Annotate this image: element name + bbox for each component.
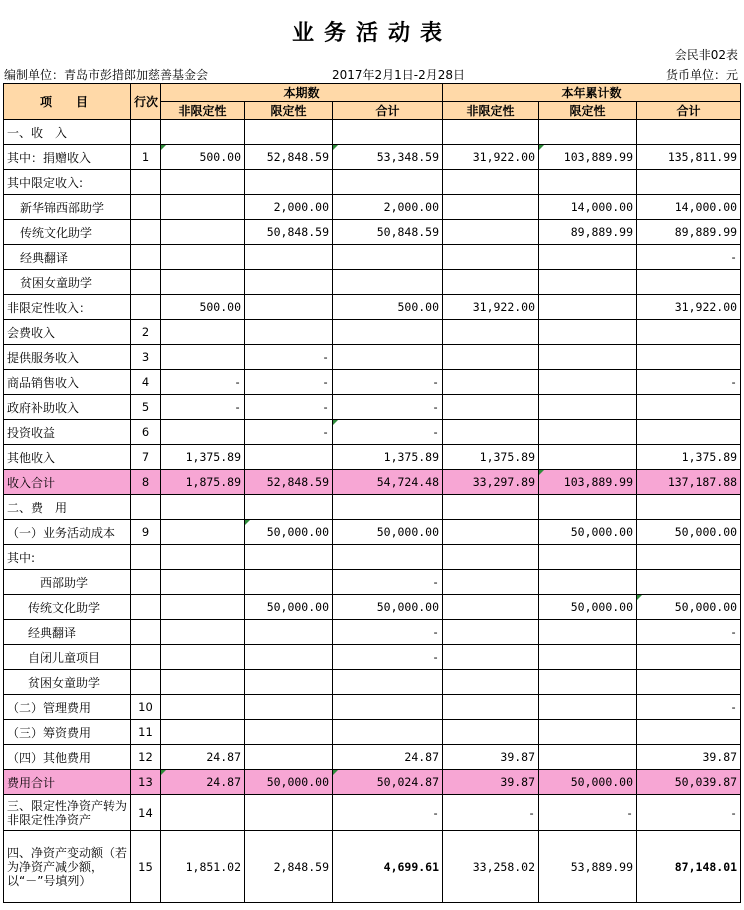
amount-cell: 39.87	[443, 745, 539, 770]
amount-cell	[443, 395, 539, 420]
row-label: 其中限定收入:	[4, 170, 131, 195]
amount-cell: 1,375.89	[637, 445, 741, 470]
amount-cell	[333, 120, 443, 145]
amount-cell	[443, 245, 539, 270]
amount-cell: -	[333, 420, 443, 445]
row-line-number: 2	[131, 320, 161, 345]
amount-cell: -	[161, 395, 245, 420]
amount-cell: 103,889.99	[539, 470, 637, 495]
amount-cell	[539, 695, 637, 720]
amount-cell: 135,811.99	[637, 145, 741, 170]
amount-cell	[443, 570, 539, 595]
table-row	[4, 220, 741, 245]
row-label: 收入合计	[4, 470, 131, 495]
amount-cell	[161, 695, 245, 720]
currency-unit: 货币单位：元	[665, 68, 738, 82]
amount-cell	[161, 595, 245, 620]
col-item: 项 目	[4, 84, 131, 120]
row-label: （三）筹资费用	[4, 720, 131, 745]
amount-cell	[161, 270, 245, 295]
amount-cell: 53,889.99	[539, 831, 637, 903]
row-line-number: 1	[131, 145, 161, 170]
table-row	[4, 695, 741, 720]
amount-cell	[637, 170, 741, 195]
amount-cell	[443, 270, 539, 295]
table-row	[4, 170, 741, 195]
amount-cell: 2,000.00	[333, 195, 443, 220]
table-row	[4, 520, 741, 545]
amount-cell	[539, 545, 637, 570]
amount-cell: 24.87	[161, 745, 245, 770]
amount-cell	[161, 495, 245, 520]
amount-cell	[637, 320, 741, 345]
row-line-number	[131, 545, 161, 570]
amount-cell	[637, 670, 741, 695]
row-line-number	[131, 570, 161, 595]
amount-cell: 31,922.00	[637, 295, 741, 320]
row-label: 投资收益	[4, 420, 131, 445]
table-row	[4, 770, 741, 795]
amount-cell: 52,848.59	[245, 470, 333, 495]
row-label: 非限定性收入：	[4, 295, 131, 320]
amount-cell	[539, 270, 637, 295]
amount-cell	[443, 720, 539, 745]
amount-cell	[637, 420, 741, 445]
amount-cell: -	[637, 245, 741, 270]
row-line-number: 14	[131, 795, 161, 831]
amount-cell	[443, 220, 539, 245]
amount-cell	[333, 545, 443, 570]
table-row	[4, 595, 741, 620]
amount-cell: 89,889.99	[539, 220, 637, 245]
amount-cell	[539, 620, 637, 645]
amount-cell	[333, 345, 443, 370]
amount-cell: 50,000.00	[245, 595, 333, 620]
row-line-number	[131, 620, 161, 645]
amount-cell	[443, 170, 539, 195]
amount-cell	[637, 570, 741, 595]
amount-cell: 1,851.02	[161, 831, 245, 903]
table-row	[4, 720, 741, 745]
amount-cell	[637, 645, 741, 670]
organization-label: 编制单位：青岛市彭措郎加慈善基金会	[4, 68, 209, 82]
row-line-number: 12	[131, 745, 161, 770]
table-row	[4, 620, 741, 645]
row-label: 西部助学	[4, 570, 131, 595]
amount-cell	[443, 120, 539, 145]
row-label: 二、费 用	[4, 495, 131, 520]
row-line-number: 4	[131, 370, 161, 395]
amount-cell	[245, 170, 333, 195]
row-line-number	[131, 595, 161, 620]
amount-cell	[637, 345, 741, 370]
amount-cell	[443, 345, 539, 370]
amount-cell	[539, 495, 637, 520]
col-cur-total: 合计	[333, 102, 443, 120]
table-row	[4, 295, 741, 320]
amount-cell: 87,148.01	[637, 831, 741, 903]
table-row	[4, 420, 741, 445]
amount-cell	[333, 695, 443, 720]
amount-cell: -	[637, 620, 741, 645]
amount-cell	[637, 120, 741, 145]
amount-cell: 500.00	[161, 295, 245, 320]
table-row	[4, 745, 741, 770]
table-row	[4, 495, 741, 520]
amount-cell: 2,848.59	[245, 831, 333, 903]
row-line-number	[131, 220, 161, 245]
amount-cell: 52,848.59	[245, 145, 333, 170]
row-line-number: 9	[131, 520, 161, 545]
amount-cell	[161, 570, 245, 595]
amount-cell	[539, 120, 637, 145]
amount-cell	[443, 645, 539, 670]
table-row	[4, 545, 741, 570]
amount-cell	[443, 545, 539, 570]
amount-cell	[539, 295, 637, 320]
row-label: （四）其他费用	[4, 745, 131, 770]
amount-cell	[333, 720, 443, 745]
amount-cell: -	[333, 395, 443, 420]
table-row	[4, 270, 741, 295]
amount-cell	[245, 445, 333, 470]
row-label: 其中：捐赠收入	[4, 145, 131, 170]
amount-cell: 89,889.99	[637, 220, 741, 245]
amount-cell	[161, 645, 245, 670]
amount-cell	[443, 520, 539, 545]
row-line-number	[131, 245, 161, 270]
table-row	[4, 395, 741, 420]
amount-cell	[245, 570, 333, 595]
amount-cell	[637, 395, 741, 420]
amount-cell	[161, 320, 245, 345]
amount-cell: 50,039.87	[637, 770, 741, 795]
amount-cell	[637, 270, 741, 295]
amount-cell: 50,000.00	[245, 520, 333, 545]
amount-cell: -	[637, 370, 741, 395]
amount-cell: 50,000.00	[539, 520, 637, 545]
table-row	[4, 831, 741, 903]
row-label: 自闭儿童项目	[4, 645, 131, 670]
amount-cell: 137,187.88	[637, 470, 741, 495]
table-row	[4, 345, 741, 370]
row-line-number	[131, 195, 161, 220]
form-number: 会民非02表	[674, 48, 738, 62]
amount-cell: 14,000.00	[637, 195, 741, 220]
amount-cell	[443, 495, 539, 520]
col-ytd: 本年累计数	[443, 84, 741, 102]
amount-cell: -	[245, 395, 333, 420]
amount-cell: 39.87	[637, 745, 741, 770]
report-title: 业务活动表	[291, 21, 452, 46]
row-line-number	[131, 670, 161, 695]
amount-cell	[539, 670, 637, 695]
amount-cell	[161, 420, 245, 445]
amount-cell: 50,000.00	[245, 770, 333, 795]
amount-cell: 103,889.99	[539, 145, 637, 170]
col-ytd-total: 合计	[637, 102, 741, 120]
amount-cell: 33,258.02	[443, 831, 539, 903]
amount-cell: 50,000.00	[333, 520, 443, 545]
table-row	[4, 470, 741, 495]
amount-cell: 50,848.59	[245, 220, 333, 245]
table-row	[4, 570, 741, 595]
amount-cell: 24.87	[161, 770, 245, 795]
amount-cell: 31,922.00	[443, 145, 539, 170]
amount-cell	[443, 370, 539, 395]
amount-cell	[539, 445, 637, 470]
amount-cell	[245, 545, 333, 570]
amount-cell	[539, 370, 637, 395]
amount-cell	[161, 520, 245, 545]
amount-cell: 1,375.89	[161, 445, 245, 470]
row-line-number: 8	[131, 470, 161, 495]
amount-cell: -	[443, 795, 539, 831]
row-line-number: 3	[131, 345, 161, 370]
amount-cell	[539, 570, 637, 595]
report-period: 2017年2月1日-2月28日	[332, 68, 466, 82]
table-row	[4, 370, 741, 395]
amount-cell	[539, 395, 637, 420]
table-row	[4, 320, 741, 345]
table-row	[4, 445, 741, 470]
amount-cell: 39.87	[443, 770, 539, 795]
row-label: 商品销售收入	[4, 370, 131, 395]
amount-cell	[245, 695, 333, 720]
amount-cell	[161, 720, 245, 745]
amount-cell	[637, 495, 741, 520]
row-line-number: 10	[131, 695, 161, 720]
col-cur-unrestricted: 非限定性	[161, 102, 245, 120]
amount-cell: -	[333, 570, 443, 595]
row-line-number: 11	[131, 720, 161, 745]
amount-cell	[333, 170, 443, 195]
table-row	[4, 145, 741, 170]
amount-cell: 50,000.00	[637, 520, 741, 545]
row-line-number	[131, 270, 161, 295]
amount-cell	[245, 495, 333, 520]
row-label: 其他收入	[4, 445, 131, 470]
amount-cell	[161, 670, 245, 695]
amount-cell	[443, 595, 539, 620]
amount-cell	[245, 295, 333, 320]
amount-cell	[539, 720, 637, 745]
amount-cell: 500.00	[161, 145, 245, 170]
amount-cell	[443, 695, 539, 720]
row-line-number	[131, 120, 161, 145]
amount-cell: 53,348.59	[333, 145, 443, 170]
row-label: 经典翻译	[4, 245, 131, 270]
amount-cell	[245, 745, 333, 770]
amount-cell	[539, 345, 637, 370]
col-current-period: 本期数	[161, 84, 443, 102]
row-line-number: 13	[131, 770, 161, 795]
row-label: （二）管理费用	[4, 695, 131, 720]
amount-cell	[443, 195, 539, 220]
amount-cell: 4,699.61	[333, 831, 443, 903]
row-label: 政府补助收入	[4, 395, 131, 420]
amount-cell: -	[245, 420, 333, 445]
amount-cell	[443, 420, 539, 445]
row-label: 四、净资产变动额（若为净资产减少额，以“－”号填列）	[4, 831, 131, 903]
amount-cell	[333, 245, 443, 270]
amount-cell: 31,922.00	[443, 295, 539, 320]
amount-cell	[161, 795, 245, 831]
amount-cell	[333, 270, 443, 295]
row-label: 贫困女童助学	[4, 670, 131, 695]
amount-cell: 50,024.87	[333, 770, 443, 795]
amount-cell: 500.00	[333, 295, 443, 320]
amount-cell	[539, 170, 637, 195]
row-label: 三、限定性净资产转为非限定性净资产	[4, 795, 131, 831]
row-label: 新华锦西部助学	[4, 195, 131, 220]
amount-cell	[637, 545, 741, 570]
amount-cell	[161, 170, 245, 195]
amount-cell	[333, 495, 443, 520]
table-row	[4, 670, 741, 695]
row-line-number	[131, 170, 161, 195]
row-label: 一、收 入	[4, 120, 131, 145]
amount-cell	[333, 320, 443, 345]
amount-cell	[443, 620, 539, 645]
amount-cell	[539, 745, 637, 770]
row-label: 费用合计	[4, 770, 131, 795]
amount-cell	[245, 670, 333, 695]
row-label: 提供服务收入	[4, 345, 131, 370]
amount-cell	[161, 220, 245, 245]
amount-cell	[161, 620, 245, 645]
amount-cell	[161, 245, 245, 270]
amount-cell	[245, 320, 333, 345]
amount-cell: 1,375.89	[443, 445, 539, 470]
amount-cell	[539, 245, 637, 270]
row-label: 会费收入	[4, 320, 131, 345]
table-row	[4, 795, 741, 831]
row-label: 传统文化助学	[4, 595, 131, 620]
row-line-number: 7	[131, 445, 161, 470]
row-label: 贫困女童助学	[4, 270, 131, 295]
amount-cell	[161, 120, 245, 145]
amount-cell	[539, 420, 637, 445]
amount-cell	[245, 720, 333, 745]
amount-cell: -	[245, 370, 333, 395]
amount-cell: -	[333, 370, 443, 395]
row-line-number: 6	[131, 420, 161, 445]
row-line-number: 15	[131, 831, 161, 903]
row-label: 其中:	[4, 545, 131, 570]
header-row-1	[4, 84, 741, 102]
amount-cell: 50,000.00	[539, 770, 637, 795]
amount-cell: 24.87	[333, 745, 443, 770]
amount-cell: -	[539, 795, 637, 831]
amount-cell	[245, 245, 333, 270]
amount-cell: -	[637, 695, 741, 720]
row-line-number	[131, 295, 161, 320]
amount-cell: 50,000.00	[539, 595, 637, 620]
amount-cell: 50,000.00	[637, 595, 741, 620]
amount-cell: 14,000.00	[539, 195, 637, 220]
amount-cell: -	[245, 345, 333, 370]
col-cur-restricted: 限定性	[245, 102, 333, 120]
col-line: 行次	[131, 84, 161, 120]
amount-cell: -	[333, 645, 443, 670]
amount-cell: 1,375.89	[333, 445, 443, 470]
amount-cell	[539, 645, 637, 670]
amount-cell: 1,875.89	[161, 470, 245, 495]
amount-cell	[443, 320, 539, 345]
activity-statement-table	[3, 83, 741, 903]
amount-cell: -	[333, 620, 443, 645]
amount-cell: 50,000.00	[333, 595, 443, 620]
amount-cell	[245, 620, 333, 645]
table-row	[4, 195, 741, 220]
amount-cell	[333, 670, 443, 695]
row-label: 传统文化助学	[4, 220, 131, 245]
col-ytd-restricted: 限定性	[539, 102, 637, 120]
table-row	[4, 645, 741, 670]
amount-cell	[161, 345, 245, 370]
amount-cell: 50,848.59	[333, 220, 443, 245]
amount-cell	[443, 670, 539, 695]
row-line-number: 5	[131, 395, 161, 420]
amount-cell	[245, 270, 333, 295]
amount-cell: 33,297.89	[443, 470, 539, 495]
row-line-number	[131, 645, 161, 670]
amount-cell: -	[637, 795, 741, 831]
amount-cell: 2,000.00	[245, 195, 333, 220]
row-label: （一）业务活动成本	[4, 520, 131, 545]
amount-cell	[245, 645, 333, 670]
amount-cell	[245, 795, 333, 831]
amount-cell	[245, 120, 333, 145]
amount-cell	[161, 195, 245, 220]
table-row	[4, 120, 741, 145]
amount-cell	[161, 545, 245, 570]
amount-cell: -	[333, 795, 443, 831]
table-row	[4, 245, 741, 270]
row-label: 经典翻译	[4, 620, 131, 645]
row-line-number	[131, 495, 161, 520]
amount-cell	[539, 320, 637, 345]
amount-cell	[637, 720, 741, 745]
col-ytd-unrestricted: 非限定性	[443, 102, 539, 120]
amount-cell: 54,724.48	[333, 470, 443, 495]
amount-cell: -	[161, 370, 245, 395]
